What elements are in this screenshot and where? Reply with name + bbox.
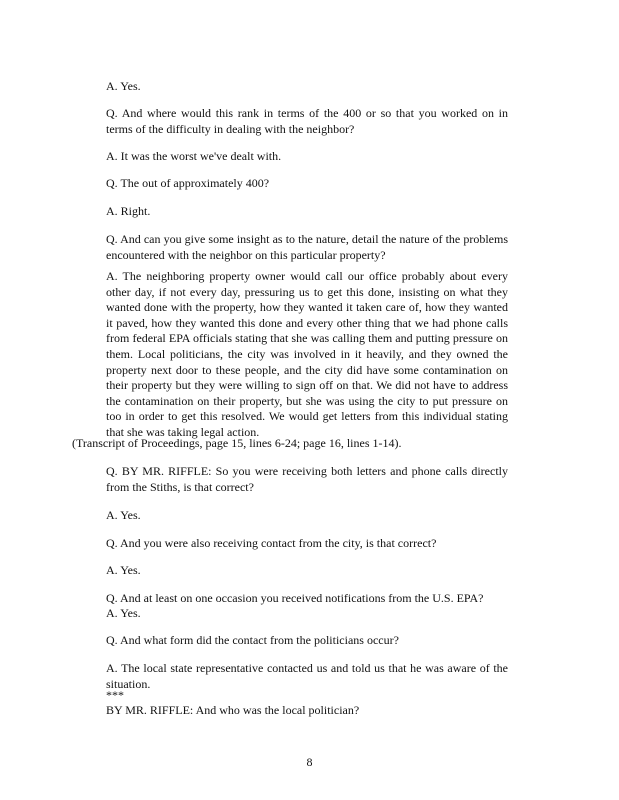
question-city-contact: Q. And you were also receiving contact from the city, is that correct? (106, 536, 437, 550)
omission-marker: *** (106, 688, 124, 702)
answer-neighbor-problems: A. The neighboring property owner would call our office probably about every other day, if not every day, pressuring us to get this done, insisting on what they wanted done with the property, how they wanted it taken care of, how they wanted it paved, how they wanted this done and every other thing that we had phone calls from federal EPA officials stating that she was calling them and putting pressure on them. Local politicians, the city was involved in it heavily, and they owned the property next door to these people, and the city did have some contamination on their property but they were willing to sign off on that. We did not have to address the contamination on their property, but she was using the city to put pressure on too in order to get this resolved. We would get letters from this individual stating that she was taking legal action. (106, 269, 508, 439)
answer-state-representative: A. The local state representative contacted us and told us that he was aware of the situation. (106, 661, 508, 691)
answer-yes-2: A. Yes. (106, 508, 141, 522)
answer-right: A. Right. (106, 204, 151, 218)
question-letters-calls: Q. BY MR. RIFFLE: So you were receiving both letters and phone calls directly from the Stiths, is that correct? (106, 464, 508, 494)
question-rank: Q. And where would this rank in terms of the 400 or so that you worked on in terms of the difficulty in dealing with the neighbor? (106, 106, 508, 136)
question-out-of-400: Q. The out of approximately 400? (106, 176, 270, 190)
question-nature: Q. And can you give some insight as to the nature, detail the nature of the problems encountered with the neighbor on this particular property? (106, 232, 508, 262)
question-politicians: Q. And what form did the contact from the politicians occur? (106, 633, 399, 647)
answer-yes-3: A. Yes. (106, 563, 141, 577)
transcript-citation: (Transcript of Proceedings, page 15, lines 6-24; page 16, lines 1-14). (72, 436, 402, 450)
answer-worst: A. It was the worst we've dealt with. (106, 149, 282, 163)
answer-yes-4: A. Yes. (106, 606, 141, 620)
page-number: 8 (306, 755, 313, 769)
answer-yes: A. Yes. (106, 79, 141, 93)
question-local-politician: BY MR. RIFFLE: And who was the local politician? (106, 703, 360, 717)
question-epa: Q. And at least on one occasion you received notifications from the U.S. EPA? (106, 591, 484, 605)
